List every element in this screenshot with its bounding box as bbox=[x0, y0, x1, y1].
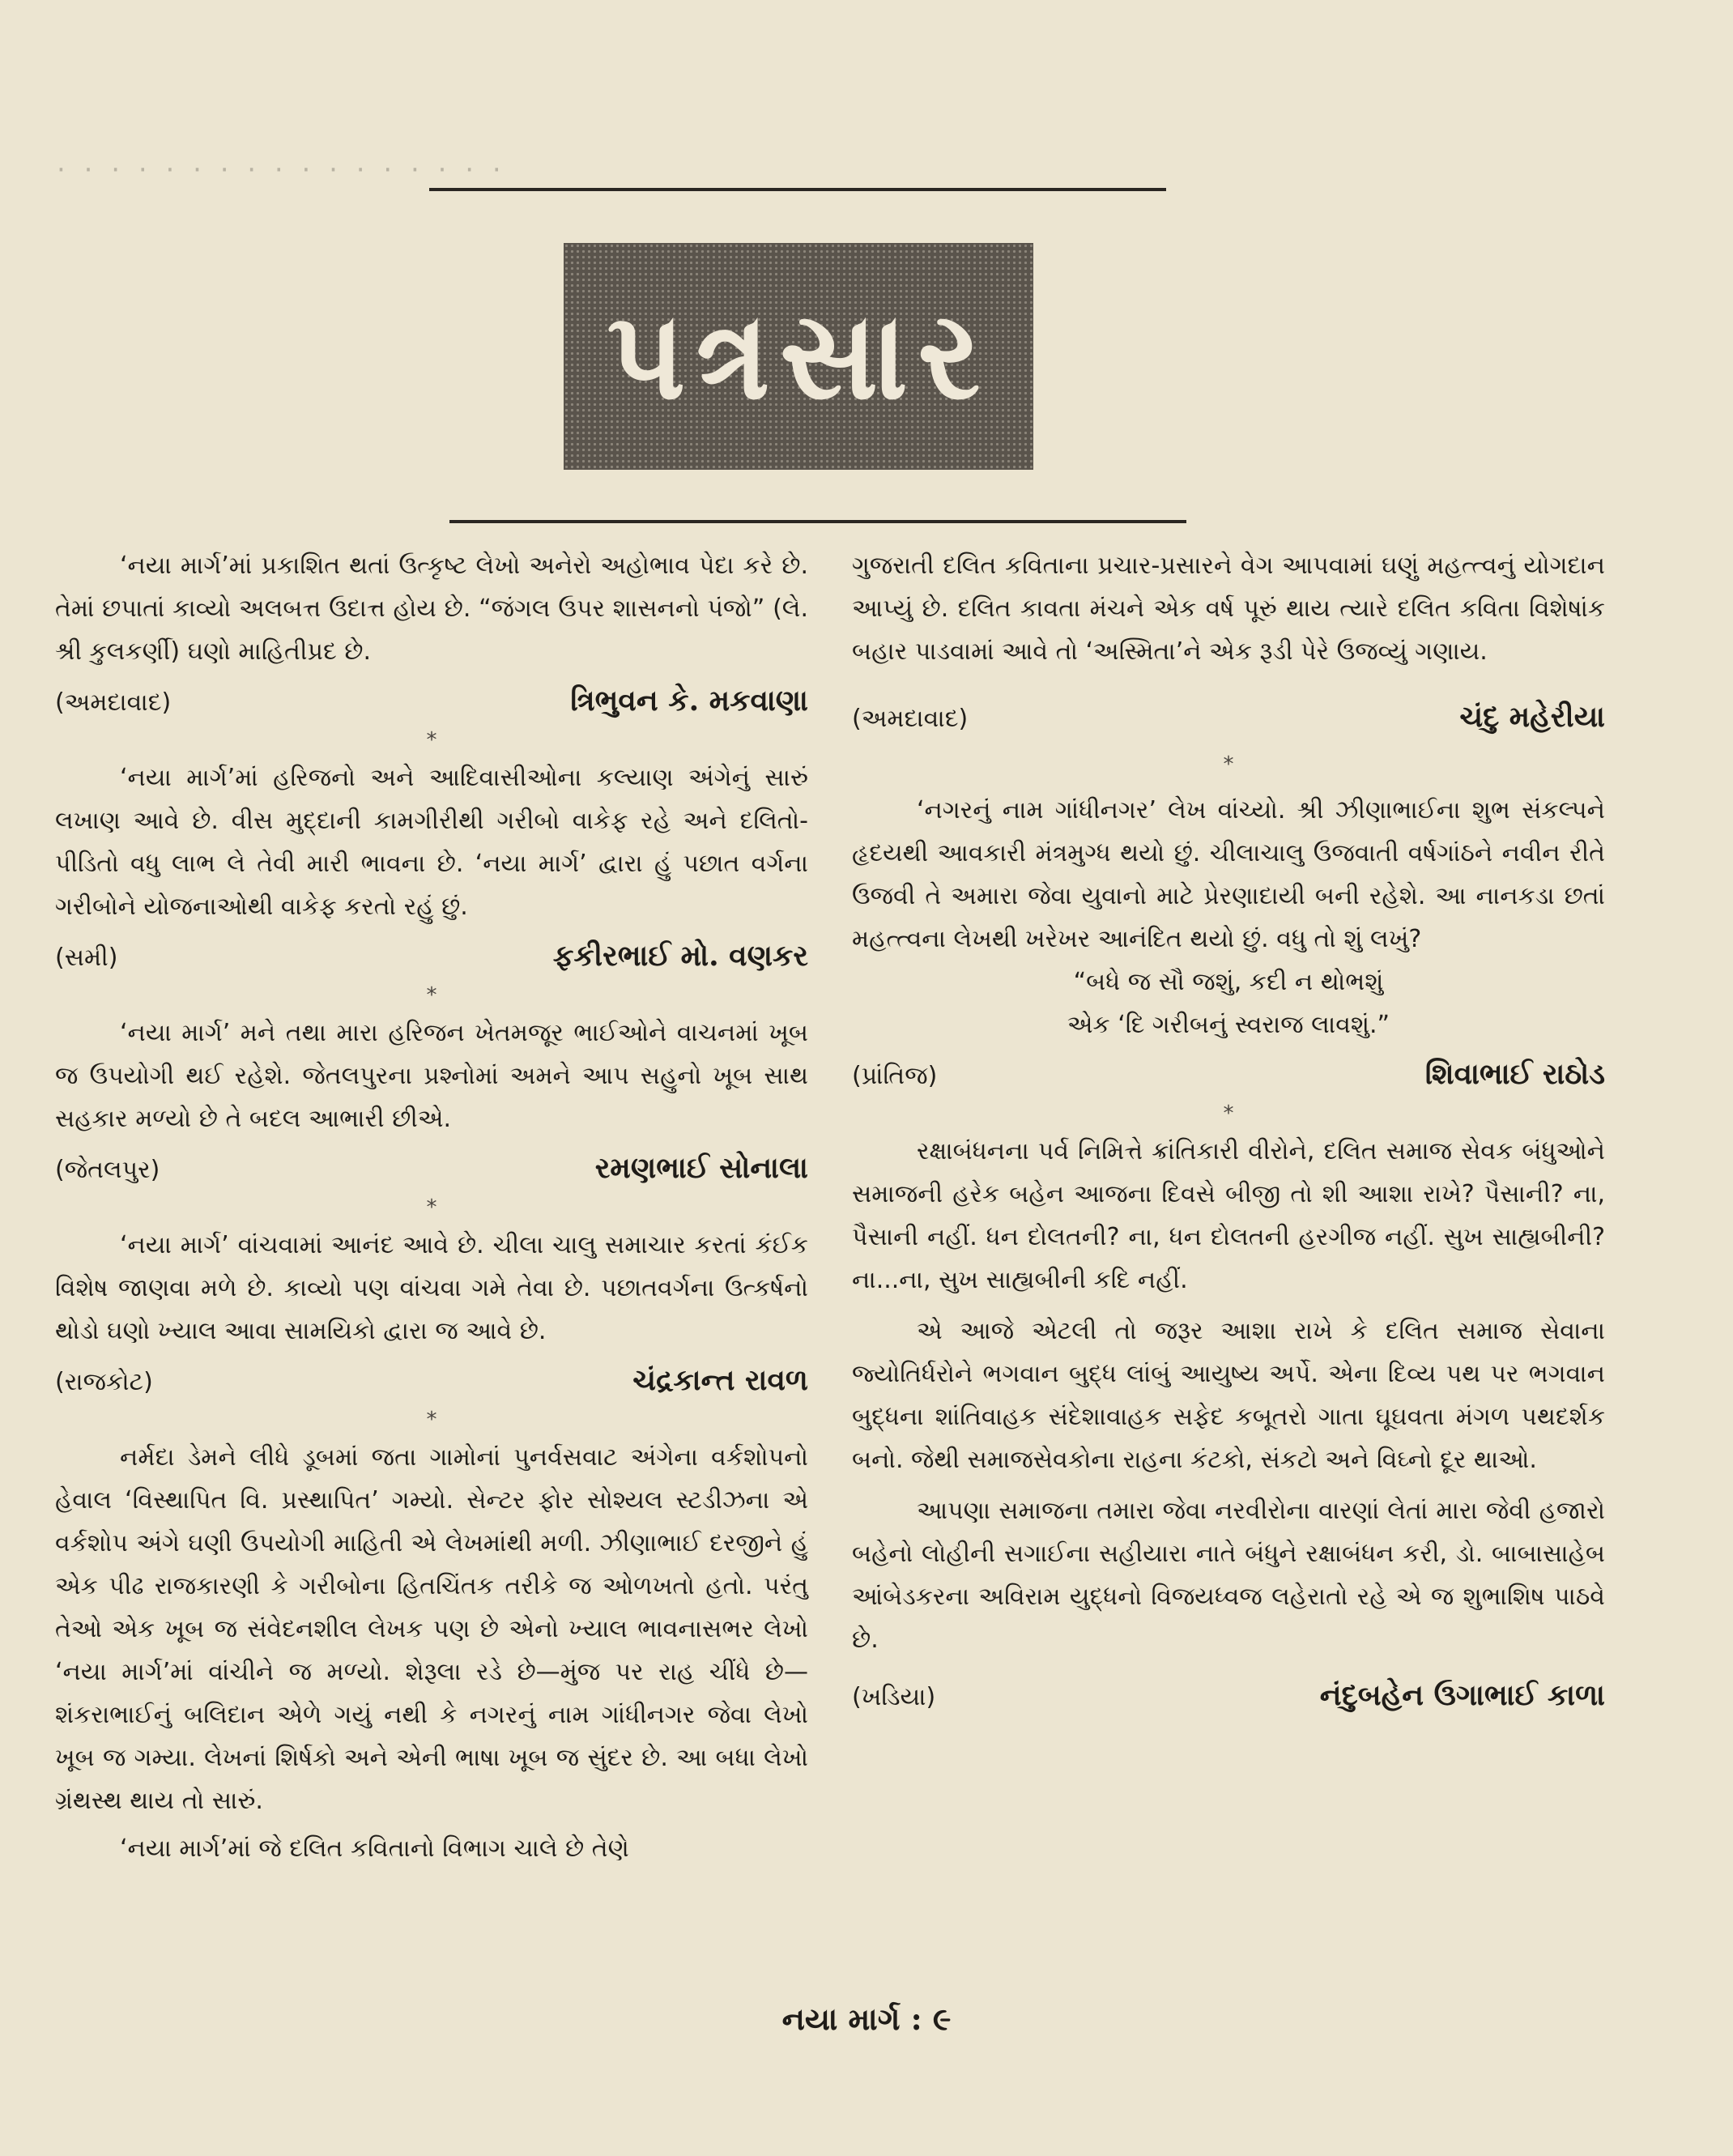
letter-text: ‘નયા માર્ગ’ વાંચવામાં આનંદ આવે છે. ચીલા ચાલુ સમાચાર કરતાં કંઈક વિશેષ જાણવા મળે છે. કાવ્યો પણ વાંચવા ગમે તેવા છે. પછાતવર્ગના ઉત્કર્ષનો થોડો ઘણો ખ્યાલ આવા સામયિકો દ્વારા જ આવે છે. bbox=[55, 1231, 808, 1345]
right-column bbox=[852, 544, 1605, 1719]
letter-text: ‘નયા માર્ગ’ મને તથા મારા હરિજન ખેતમજૂર ભાઈઓને વાચનમાં ખૂબ જ ઉપયોગી થઈ રહેશે. જેતલપુરના પ્રશ્નોમાં અમને આપ સહુનો ખૂબ સાથ સહકાર મળ્યો છે તે બદલ આભારી છીએ. bbox=[55, 1019, 808, 1133]
letter-place: (અમદાવાદ) bbox=[55, 688, 172, 717]
page-title: પત્રસાર bbox=[607, 283, 990, 427]
left-column bbox=[55, 544, 808, 1870]
letter-author: ફકીરભાઈ મો. વણકર bbox=[552, 939, 808, 973]
letter-place: (પ્રાંતિજ) bbox=[852, 1062, 938, 1090]
letter-author: શિવાભાઈ રાઠોડ bbox=[1424, 1057, 1605, 1091]
letter-place: (સમી) bbox=[55, 944, 118, 972]
letter-author: રમણભાઈ સોનાલા bbox=[594, 1151, 808, 1185]
separator-star: * bbox=[1223, 752, 1234, 777]
letter-text: ગુજરાતી દલિત કવિતાના પ્રચાર-પ્રસારને વેગ આપવામાં ઘણું મહત્ત્વનું યોગદાન આપ્યું છે. દલિત કાવતા મંચને એક વર્ષ પૂરું થાય ત્યારે દલિત કવિતા વિશેષાંક બહાર પાડવામાં આવે તો ‘અસ્મિતા’ને એક રૂડી પેરે ઉજવ્યું ગણાય. bbox=[852, 552, 1605, 666]
page-footer: નયા માર્ગ : ૯ bbox=[781, 2000, 952, 2037]
letter-author: ચંદુ મહેરીયા bbox=[1459, 700, 1605, 734]
letter-text: એ આજે એટલી તો જરૂર આશા રાખે કે દલિત સમાજ સેવાના જ્યોતિર્ધરોને ભગવાન બુદ્ધ લાંબું આયુષ્ય અર્પે. એના દિવ્ય પથ પર ભગવાન બુદ્ધના શાંતિવાહક સંદેશાવાહક સફેદ કબૂતરો ગાતા ઘૂઘવતા મંગળ પથદર્શક બનો. જેથી સમાજસેવકોના રાહના કંટકો, સંકટો અને વિઘ્નો દૂર થાઓ. bbox=[852, 1317, 1605, 1474]
title-banner bbox=[564, 243, 1033, 470]
letter-signature bbox=[852, 696, 1605, 740]
letter-signature bbox=[852, 1674, 1605, 1719]
letter-text: નર્મદા ડેમને લીધે ડૂબમાં જતા ગામોનાં પુનર્વસવાટ અંગેના વર્કશોપનો હેવાલ ‘વિસ્થાપિત વિ. પ્રસ્થાપિત’ ગમ્યો. સેન્ટર ફોર સોશ્યલ સ્ટડીઝના એ વર્કશોપ અંગે ઘણી ઉપયોગી માહિતી એ લેખમાંથી મળી. ઝીણાભાઈ દરજીને હું એક પીઢ રાજકારણી કે ગરીબોના હિતચિંતક તરીકે જ ઓળખતો હતો. પરંતુ તેઓ એક ખૂબ જ સંવેદનશીલ લેખક પણ છે એનો ખ્યાલ ભાવનાસભર લેખો ‘નયા માર્ગ’માં વાંચીને જ મળ્યો. શેરૂલા રડે છે—મુંજ પર રાહ ચીંધે છે—શંકરાભાઈનું બલિદાન એળે ગયું નથી કે નગરનું નામ ગાંધીનગર જેવા લેખો ખૂબ જ ગમ્યા. લેખનાં શિર્ષકો અને એની ભાષા ખૂબ જ સુંદર છે. આ બધા લેખો ગ્રંથસ્થ થાય તો સારું. bbox=[55, 1443, 808, 1815]
letter-author: ચંદ્રકાન્ત રાવળ bbox=[632, 1363, 808, 1397]
letter-signature bbox=[852, 1053, 1605, 1097]
letter-signature bbox=[55, 1359, 808, 1404]
letter-signature bbox=[55, 1147, 808, 1191]
letter-place: (ખડિયા) bbox=[852, 1683, 936, 1711]
letter-place: (અમદાવાદ) bbox=[852, 705, 969, 733]
letter-text: ‘નયા માર્ગ’માં પ્રકાશિત થતાં ઉત્કૃષ્ટ લેખો અનેરો અહોભાવ પેદા કરે છે. તેમાં છપાતાં કાવ્યો અલબત્ત ઉદાત્ત હોય છે. “જંગલ ઉપર શાસનનો પંજો” (લે. શ્રી કુલકર્ણી) ઘણો માહિતીપ્રદ છે. bbox=[55, 552, 808, 666]
letter-place: (જેતલપુર) bbox=[55, 1156, 160, 1184]
letter-text: ‘નયા માર્ગ’માં જે દલિત કવિતાનો વિભાગ ચાલે છે તેણે bbox=[120, 1834, 629, 1863]
separator-star: * bbox=[426, 983, 437, 1008]
letter-signature bbox=[55, 935, 808, 979]
bleed-through-text: · · · · · · · · · · · · · · · · · bbox=[57, 154, 506, 186]
bottom-rule bbox=[449, 520, 1186, 523]
letter-text: આપણા સમાજના તમારા જેવા નરવીરોના વારણાં લેતાં મારા જેવી હજારો બહેનો લોહીની સગાઈના સહીયારા નાતે બંધુને રક્ષાબંધન કરી, ડો. બાબાસાહેબ આંબેડકરના અવિરામ યુદ્ધનો વિજયધ્વજ લહેરાતો રહે એ જ શુભાશિષ પાઠવે છે. bbox=[852, 1497, 1605, 1654]
verse-line: એક ‘દિ ગરીબનું સ્વરાજ લાવશું.” bbox=[1067, 1011, 1390, 1039]
letter-place: (રાજકોટ) bbox=[55, 1368, 153, 1396]
separator-star: * bbox=[426, 1195, 437, 1220]
letter-text: ‘નયા માર્ગ’માં હરિજનો અને આદિવાસીઓના કલ્યાણ અંગેનું સારું લખાણ આવે છે. વીસ મુદ્દાની કામગીરીથી ગરીબો વાકેફ રહે અને દલિતો-પીડિતો વધુ લાભ લે તેવી મારી ભાવના છે. ‘નયા માર્ગ’ દ્વારા હું પછાત વર્ગના ગરીબોને યોજનાઓથી વાકેફ કરતો રહું છું. bbox=[55, 764, 808, 921]
letter-author: ત્રિભુવન કે. મકવાણા bbox=[570, 684, 808, 718]
letter-text: રક્ષાબંધનના પર્વ નિમિત્તે ક્રાંતિકારી વીરોને, દલિત સમાજ સેવક બંધુઓને સમાજની હરેક બહેન આજના દિવસે બીજી તો શી આશા રાખે? પૈસાની? ના, પૈસાની નહીં. ધન દોલતની? ના, ધન દોલતની હરગીજ નહીં. સુખ સાહ્યબીની? ના...ના, સુખ સાહ્યબીની કદિ નહીં. bbox=[852, 1137, 1605, 1294]
letter-text: ‘નગરનું નામ ગાંધીનગર’ લેખ વાંચ્યો. શ્રી ઝીણાભાઈના શુભ સંકલ્પને હૃદયથી આવકારી મંત્રમુગ્ધ થયો છું. ચીલાચાલુ ઉજવાતી વર્ષગાંઠને નવીન રીતે ઉજવી તે અમારા જેવા યુવાનો માટે પ્રેરણાદાયી બની રહેશે. આ નાનકડા છતાં મહત્ત્વના લેખથી ખરેખર આનંદિત થયો છું. વધુ તો શું લખું? bbox=[852, 796, 1605, 953]
letter-signature bbox=[55, 680, 808, 724]
separator-star: * bbox=[426, 728, 437, 752]
separator-star: * bbox=[1223, 1101, 1234, 1126]
top-rule bbox=[429, 188, 1166, 191]
letter-author: નંદુબહેન ઉગાભાઈ કાળા bbox=[1319, 1678, 1605, 1712]
verse-line: “બધે જ સૌ જશું, કદી ન થોભશું bbox=[1073, 968, 1384, 996]
separator-star: * bbox=[426, 1408, 437, 1432]
